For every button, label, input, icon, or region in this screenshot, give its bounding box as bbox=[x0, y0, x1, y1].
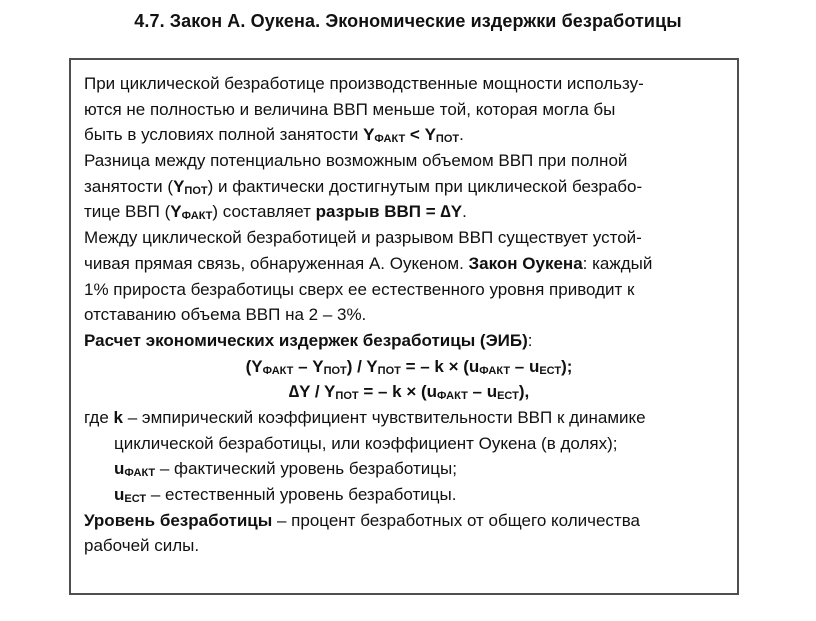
text-line bbox=[84, 122, 734, 148]
formula-part: ) / Y bbox=[346, 356, 378, 376]
text-line bbox=[84, 71, 734, 97]
text-line bbox=[84, 174, 734, 200]
text-span: 1% прироста безработицы сверх ее естественного уровня приводит к bbox=[84, 279, 635, 299]
text-line bbox=[84, 328, 734, 354]
subscript: ПОТ bbox=[335, 390, 359, 403]
text-span: Разница между потенциально возможным объемом ВВП при полной bbox=[84, 151, 628, 171]
text-line bbox=[84, 302, 734, 328]
subscript: ПОТ bbox=[184, 184, 208, 197]
symbol-u: u bbox=[114, 485, 125, 504]
text-span: : bbox=[527, 330, 533, 350]
text-span: где bbox=[84, 407, 114, 427]
text-span: чивая прямая связь, обнаруженная А. Оукеном. bbox=[84, 253, 469, 273]
text-span: – эмпирический коэффициент чувствительности ВВП к динамике bbox=[123, 407, 646, 427]
subscript: ПОТ bbox=[377, 364, 401, 377]
text-line bbox=[84, 225, 734, 251]
text-line bbox=[84, 456, 734, 482]
symbol-y: Y bbox=[363, 125, 375, 145]
text-span: рабочей силы. bbox=[84, 536, 200, 556]
subscript: ЕСТ bbox=[539, 364, 562, 377]
text-line bbox=[84, 251, 734, 277]
subscript: ПОТ bbox=[435, 133, 460, 146]
okun-law-term: Закон Оукена bbox=[468, 253, 583, 273]
text-span: Между циклической безработицей и разрывом ВВП существует устой- bbox=[84, 228, 642, 248]
subscript: ФАКТ bbox=[124, 467, 156, 480]
text-span: – процент безработных от общего количества bbox=[272, 510, 641, 530]
subscript: ФАКТ bbox=[374, 133, 406, 146]
text-line bbox=[84, 431, 734, 457]
symbol-k: k bbox=[113, 407, 124, 427]
text-span: ) составляет bbox=[212, 202, 316, 222]
formula-part: = – k × (u bbox=[358, 382, 438, 402]
subscript: ФАКТ bbox=[437, 390, 468, 403]
text-span: занятости ( bbox=[84, 176, 174, 196]
gdp-gap-term: разрыв ВВП = ∆Y bbox=[315, 202, 463, 222]
formula-part: – u bbox=[467, 382, 498, 402]
text-span: . bbox=[462, 202, 467, 222]
text-span: – естественный уровень безработицы. bbox=[146, 485, 457, 504]
formula-part: – u bbox=[510, 356, 540, 376]
text-span: быть в условиях полной занятости bbox=[84, 125, 364, 145]
text-span: ются не полностью и величина ВВП меньше той, которая могла бы bbox=[84, 99, 616, 119]
subscript: ЕСТ bbox=[497, 390, 519, 403]
text-line bbox=[84, 199, 734, 225]
text-span: При циклической безработице производственные мощности использу- bbox=[84, 74, 644, 93]
formula-part: (Y bbox=[245, 356, 263, 376]
subscript: ФАКТ bbox=[479, 364, 511, 377]
formula-part: ); bbox=[561, 356, 573, 376]
formula-part: = – k × (u bbox=[400, 356, 480, 376]
text-span: < bbox=[405, 125, 425, 145]
subscript: ФАКТ bbox=[181, 210, 213, 223]
text-line bbox=[84, 405, 734, 431]
subscript: ПОТ bbox=[323, 364, 347, 377]
unemployment-level-term: Уровень безработицы bbox=[84, 510, 273, 530]
text-span: – фактический уровень безработицы; bbox=[155, 459, 457, 479]
symbol-u: u bbox=[114, 459, 125, 479]
text-line bbox=[84, 508, 734, 534]
formula-part: ), bbox=[518, 382, 530, 402]
text-line bbox=[84, 97, 734, 123]
formula-2 bbox=[84, 379, 734, 405]
calc-heading: Расчет экономических издержек безработицы (ЭИБ) bbox=[84, 330, 528, 350]
formula-1 bbox=[84, 354, 734, 380]
subscript: ЕСТ bbox=[124, 493, 147, 505]
symbol-y: Y bbox=[170, 202, 182, 222]
text-span: тице ВВП ( bbox=[84, 202, 171, 222]
formula-part: ∆Y / Y bbox=[288, 382, 336, 402]
subscript: ФАКТ bbox=[262, 364, 294, 377]
text-span: . bbox=[459, 125, 464, 145]
text-span: циклической безработицы, или коэффициент Оукена (в долях); bbox=[114, 433, 618, 453]
text-span: ) и фактически достигнутым при циклической безрабо- bbox=[207, 176, 643, 196]
box-content bbox=[84, 71, 734, 559]
symbol-y: Y bbox=[173, 176, 185, 196]
text-line bbox=[84, 533, 734, 559]
text-line bbox=[84, 277, 734, 303]
formula-part: – Y bbox=[293, 356, 324, 376]
symbol-y: Y bbox=[424, 125, 436, 145]
text-line bbox=[84, 482, 734, 508]
section-title: 4.7. Закон А. Оукена. Экономические издержки безработицы bbox=[134, 11, 682, 31]
text-span: : каждый bbox=[582, 253, 653, 273]
text-line bbox=[84, 148, 734, 174]
text-span: отставанию объема ВВП на 2 – 3%. bbox=[84, 305, 367, 325]
